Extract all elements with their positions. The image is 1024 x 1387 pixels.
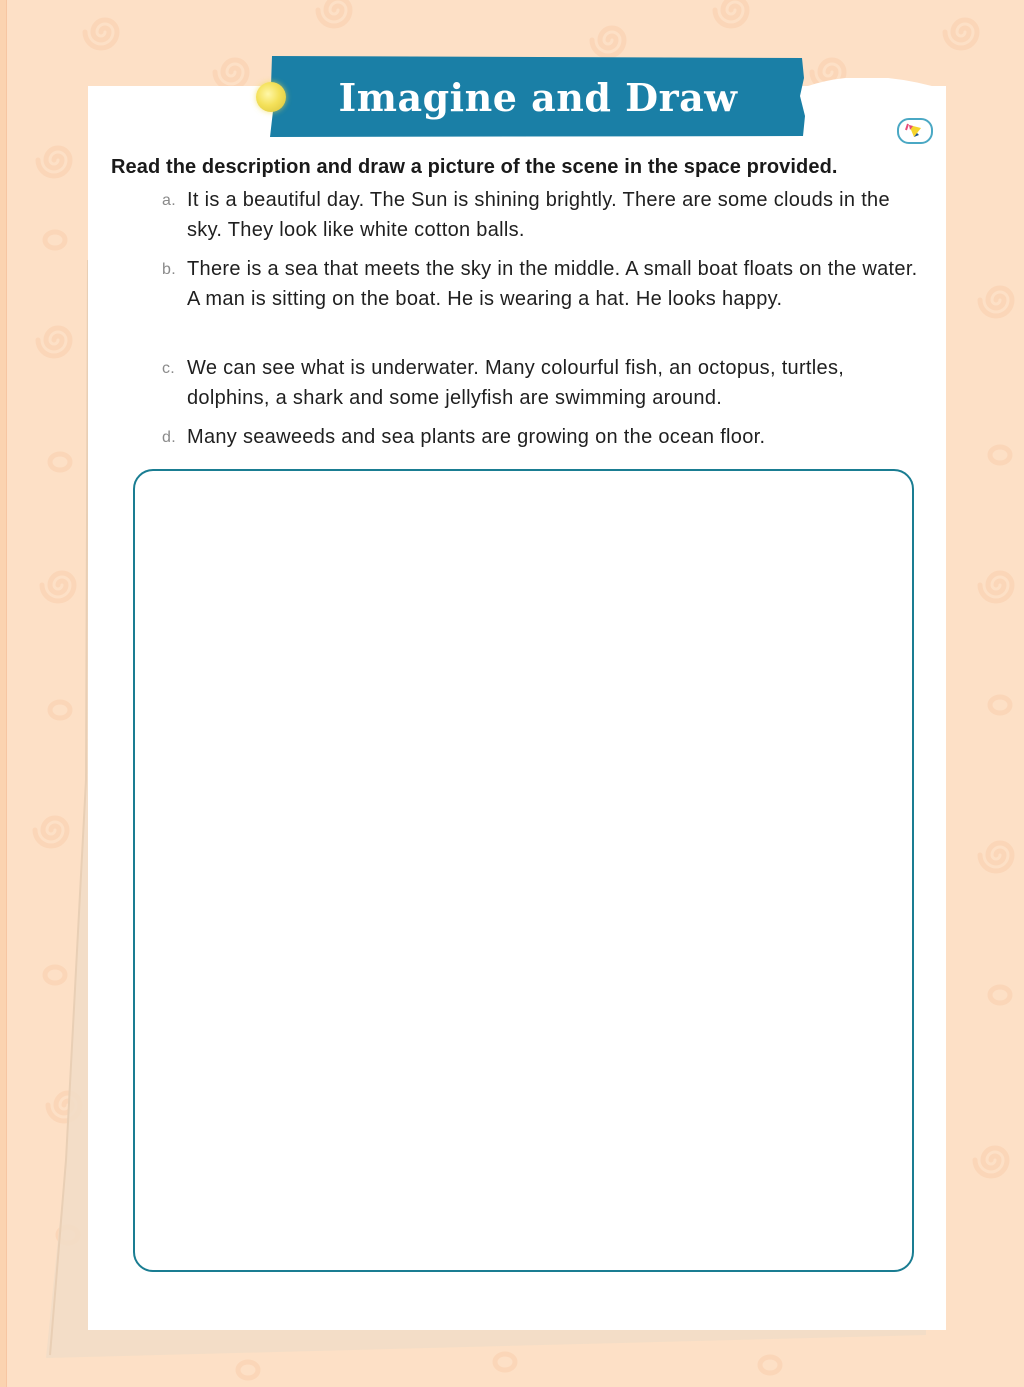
page-left-edge xyxy=(0,0,7,1387)
ring-shape xyxy=(45,232,65,248)
swirl-icon xyxy=(85,20,117,48)
swirl-icon xyxy=(715,0,747,26)
swirl-icon xyxy=(945,20,977,48)
instruction-text: Read the description and draw a picture of the scene in the space provided. xyxy=(111,156,838,178)
swirl-icon xyxy=(318,0,350,26)
pushpin-icon xyxy=(256,82,286,112)
pencil-icon xyxy=(897,118,933,144)
list-item xyxy=(162,354,922,413)
item-letter: c. xyxy=(162,360,176,377)
ring-shape xyxy=(990,697,1010,713)
swirl-icon xyxy=(38,148,70,176)
list-item xyxy=(162,186,922,245)
item-letter: d. xyxy=(162,429,176,446)
item-letter: b. xyxy=(162,261,176,278)
ring-shape xyxy=(238,1362,258,1378)
swirl-icon xyxy=(980,843,1012,871)
ring-shape xyxy=(990,447,1010,463)
item-text: We can see what is underwater. Many colourful fish, an octopus, turtles, dolphins, a shark and some jellyfish are swimming around. xyxy=(187,357,845,409)
swirl-icon xyxy=(980,288,1012,316)
item-text: Many seaweeds and sea plants are growing on the ocean floor. xyxy=(187,426,766,448)
swirl-icon xyxy=(980,573,1012,601)
list-item xyxy=(162,423,922,453)
ring-shape xyxy=(990,987,1010,1003)
drawing-area[interactable] xyxy=(133,469,914,1272)
list-item xyxy=(162,255,922,314)
item-letter: a. xyxy=(162,192,176,209)
item-text: It is a beautiful day. The Sun is shining brightly. There are some clouds in the sky. They look like white cotton balls. xyxy=(187,189,890,241)
page-title: Imagine and Draw xyxy=(338,74,738,120)
swirl-icon xyxy=(592,28,624,56)
swirl-icon xyxy=(975,1148,1007,1176)
item-text: There is a sea that meets the sky in the middle. A small boat floats on the water. A man is sitting on the boat. He is wearing a hat. He looks happy. xyxy=(187,258,918,310)
